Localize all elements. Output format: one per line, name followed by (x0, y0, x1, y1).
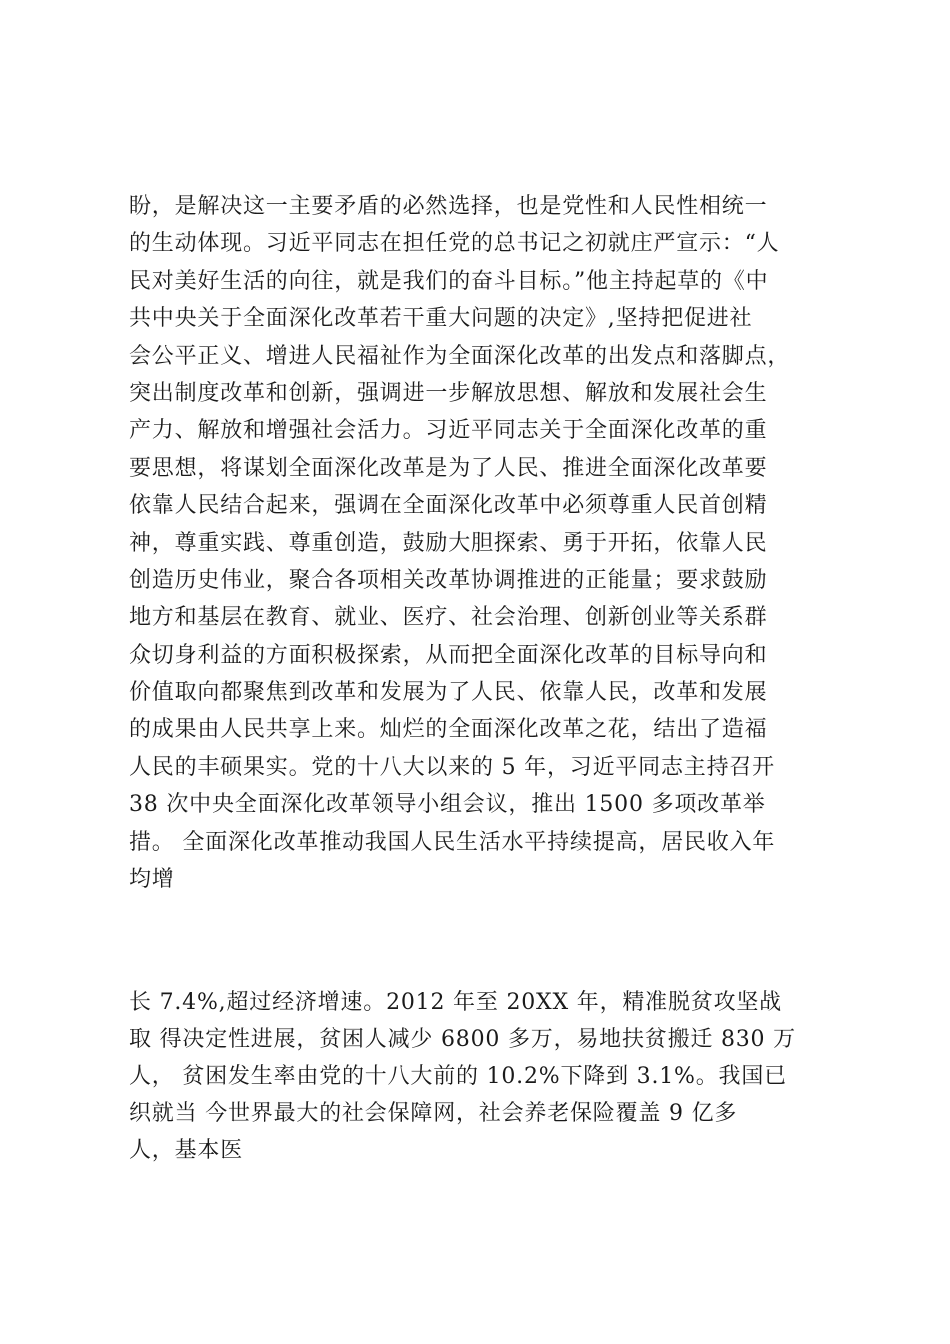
text-line: 共中央关于全面深化改革若干重大问题的决定》,坚持把促进社 (129, 306, 753, 332)
text-line: 措。 全面深化改革推动我国人民生活水平持续提高，居民收入年 (129, 829, 776, 855)
text-line: 价值取向都聚焦到改革和发展为了人民、依靠人民，改革和发展 (129, 680, 768, 706)
text-line: 人，基本医 (129, 1138, 244, 1163)
text-line: 地方和基层在教育、就业、医疗、社会治理、创新创业等关系群 (129, 605, 768, 631)
text-line: 众切身利益的方面积极探索，从而把全面深化改革的目标导向和 (129, 642, 768, 668)
text-line: 人民的丰硕果实。党的十八大以来的 5 年，习近平同志主持召开 (129, 754, 775, 780)
text-line: 创造历史伟业，聚合各项相关改革协调推进的正能量；要求鼓励 (129, 567, 768, 593)
text-line: 依靠人民结合起来，强调在全面深化改革中必须尊重人民首创精 (129, 493, 768, 519)
text-line: 要思想，将谋划全面深化改革是为了人民、推进全面深化改革要 (129, 455, 768, 481)
text-line: 的成果由人民共享上来。灿烂的全面深化改革之花，结出了造福 (129, 717, 768, 743)
text-line: 取 得决定性进展，贫困人减少 6800 多万，易地扶贫搬迁 830 万 (129, 1027, 796, 1052)
text-line: 人， 贫困发生率由党的十八大前的 10.2%下降到 3.1%。我国已 (129, 1064, 787, 1089)
text-line: 长 7.4%,超过经济增速。2012 年至 20XX 年，精准脱贫攻坚战 (129, 990, 782, 1015)
text-line: 产力、解放和增强社会活力。习近平同志关于全面深化改革的重 (129, 418, 768, 444)
body-paragraph-2 (129, 984, 796, 1169)
text-line: 均增 (129, 867, 175, 893)
text-line: 38 次中央全面深化改革领导小组会议，推出 1500 多项改革举 (129, 792, 766, 818)
body-paragraph-1 (129, 188, 790, 898)
text-line: 神，尊重实践、尊重创造，鼓励大胆探索、勇于开拓，依靠人民 (129, 530, 768, 556)
text-line: 民对美好生活的向往，就是我们的奋斗目标。”他主持起草的《中 (129, 268, 769, 294)
text-line: 突出制度改革和创新，强调进一步解放思想、解放和发展社会生 (129, 380, 768, 406)
text-line: 的生动体现。习近平同志在担任党的总书记之初就庄严宣示：“人 (129, 231, 780, 257)
text-line: 盼，是解决这一主要矛盾的必然选择，也是党性和人民性相统一 (129, 194, 768, 219)
text-line: 会公平正义、增进人民福祉作为全面深化改革的出发点和落脚点， (129, 343, 791, 369)
text-line: 织就当 今世界最大的社会保障网，社会养老保险覆盖 9 亿多 (129, 1101, 738, 1126)
